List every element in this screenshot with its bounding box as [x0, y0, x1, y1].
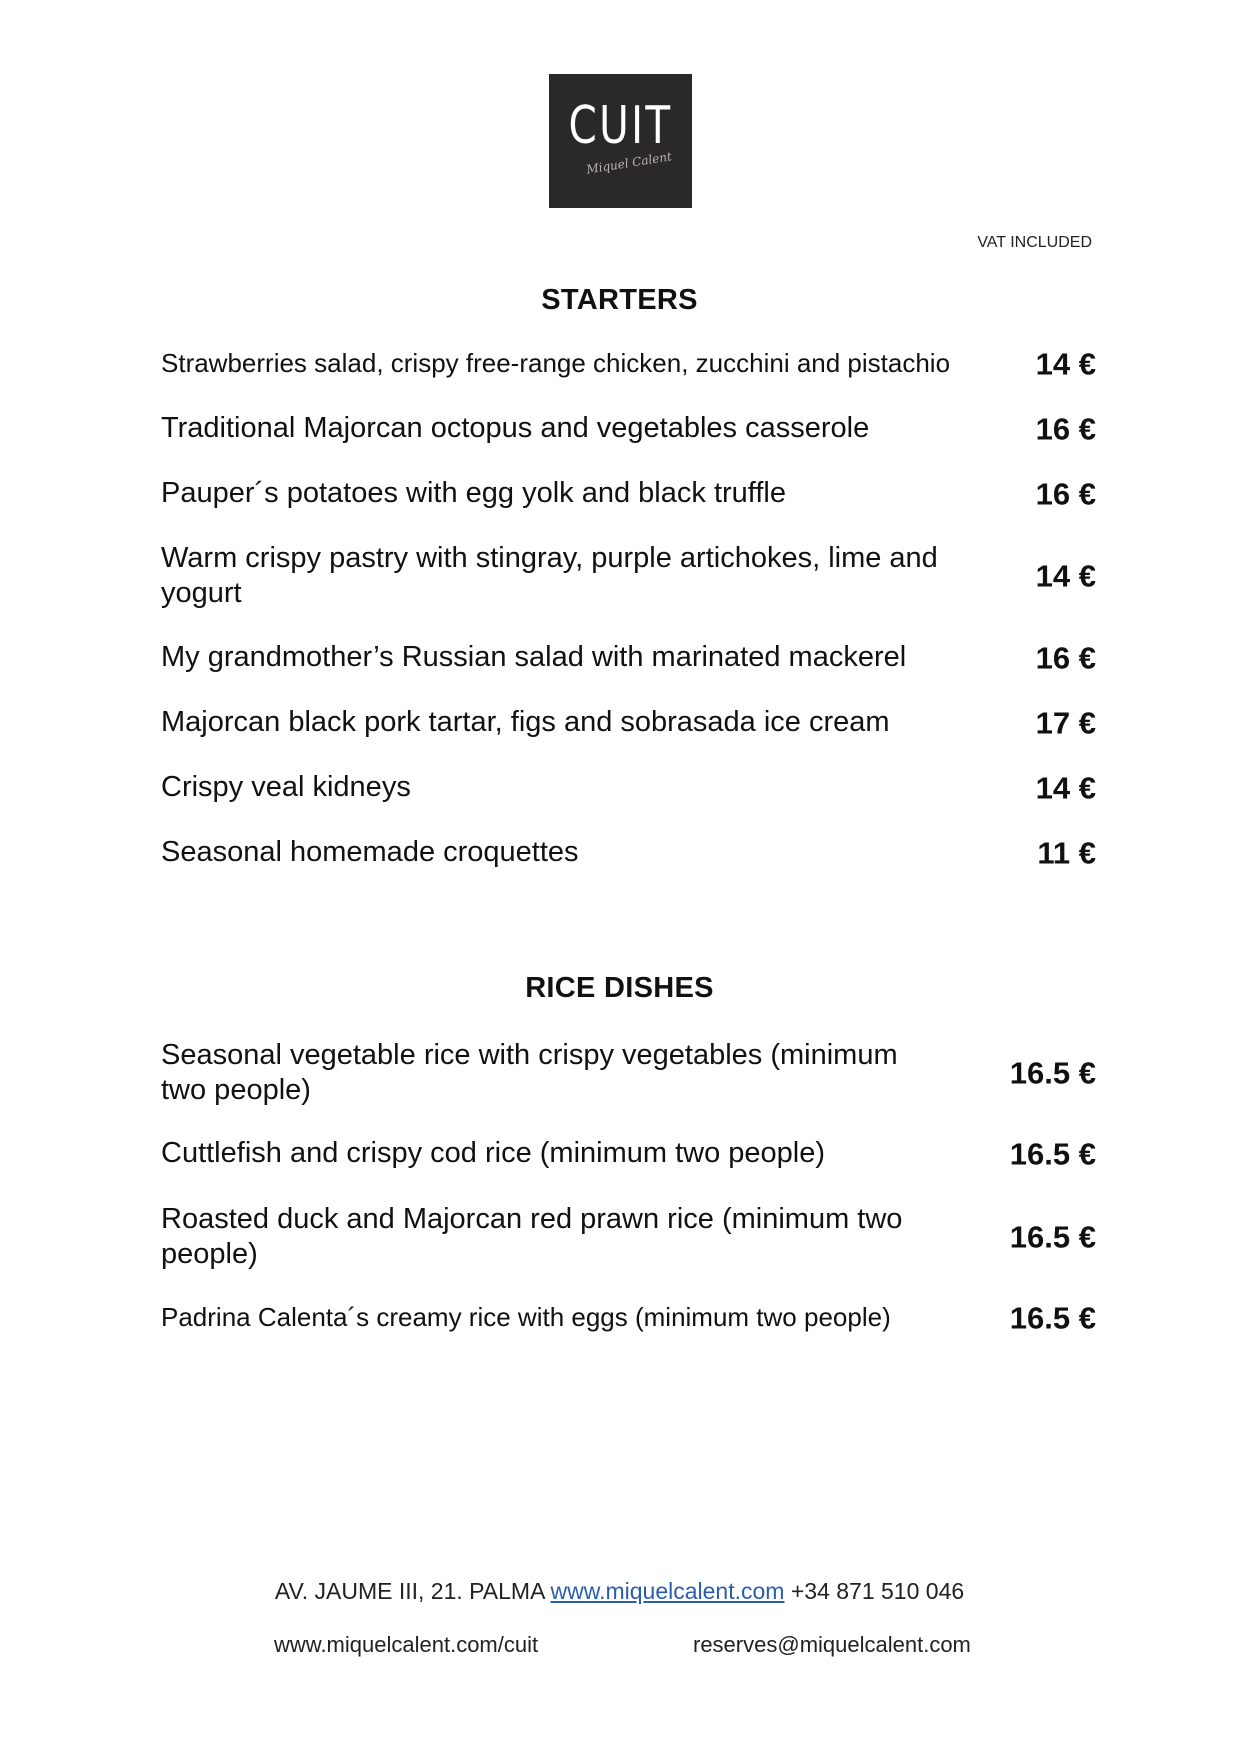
- item-name: Traditional Majorcan octopus and vegetables casserole: [161, 412, 870, 444]
- item-name: Seasonal vegetable rice with crispy vegetables (minimum two people): [161, 1039, 898, 1106]
- cuit-url: www.miquelcalent.com/cuit: [274, 1632, 539, 1657]
- menu-item: [161, 411, 1096, 446]
- item-name: Padrina Calenta´s creamy rice with eggs (minimum two people): [161, 1302, 891, 1332]
- item-name: Warm crispy pastry with stingray, purple artichokes, lime and yogurt: [161, 542, 938, 609]
- item-price: 16.5 €: [1009, 1055, 1096, 1091]
- item-price: 16 €: [1035, 411, 1096, 446]
- menu-item: [161, 1300, 1096, 1335]
- item-price: 14 €: [1035, 346, 1096, 381]
- vat-note: VAT INCLUDED: [977, 234, 1092, 251]
- item-price: 17 €: [1035, 705, 1096, 740]
- item-name: Roasted duck and Majorcan red prawn rice (minimum two people): [161, 1203, 903, 1270]
- menu-item: [161, 1202, 1096, 1272]
- item-name: Pauper´s potatoes with egg yolk and black truffle: [161, 477, 786, 509]
- item-name: Seasonal homemade croquettes: [161, 836, 579, 868]
- item-price: 16.5 €: [1009, 1219, 1096, 1255]
- item-price: 16.5 €: [1009, 1136, 1096, 1171]
- menu-item: [161, 346, 1096, 381]
- footer-address: AV. JAUME III, 21. PALMA: [274, 1578, 545, 1604]
- menu-item: [161, 1038, 1096, 1108]
- menu-item: [161, 640, 1096, 675]
- website-link[interactable]: www.miquelcalent.com: [550, 1578, 785, 1604]
- item-name: Crispy veal kidneys: [161, 771, 411, 803]
- item-price: 14 €: [1035, 558, 1096, 594]
- logo-signature: Miquel Calent: [585, 149, 673, 177]
- menu-item: [161, 1136, 1096, 1171]
- item-name: Cuttlefish and crispy cod rice (minimum two people): [161, 1137, 826, 1169]
- item-price: 11 €: [1037, 835, 1096, 870]
- menu-item: [161, 705, 1096, 740]
- item-price: 16 €: [1035, 640, 1096, 675]
- logo-wordmark: CUIT: [568, 96, 673, 156]
- item-price: 14 €: [1035, 770, 1096, 805]
- item-name: Strawberries salad, crispy free-range chicken, zucchini and pistachio: [161, 348, 951, 378]
- rice-dishes-title: RICE DISHES: [525, 972, 714, 1004]
- footer-contact-line: [0, 1578, 1239, 1605]
- item-name: Majorcan black pork tartar, figs and sobrasada ice cream: [161, 706, 890, 738]
- menu-item: [161, 541, 1096, 611]
- item-price: 16 €: [1035, 476, 1096, 511]
- restaurant-logo: [549, 74, 692, 208]
- menu-item: [161, 770, 1096, 805]
- menu-item: [161, 835, 1096, 870]
- item-name: My grandmother’s Russian salad with marinated mackerel: [161, 641, 907, 673]
- starters-title: STARTERS: [541, 284, 698, 316]
- item-price: 16.5 €: [1009, 1300, 1096, 1335]
- footer-phone: +34 871 510 046: [790, 1578, 965, 1604]
- menu-item: [161, 476, 1096, 511]
- reservations-email: reserves@miquelcalent.com: [693, 1632, 971, 1657]
